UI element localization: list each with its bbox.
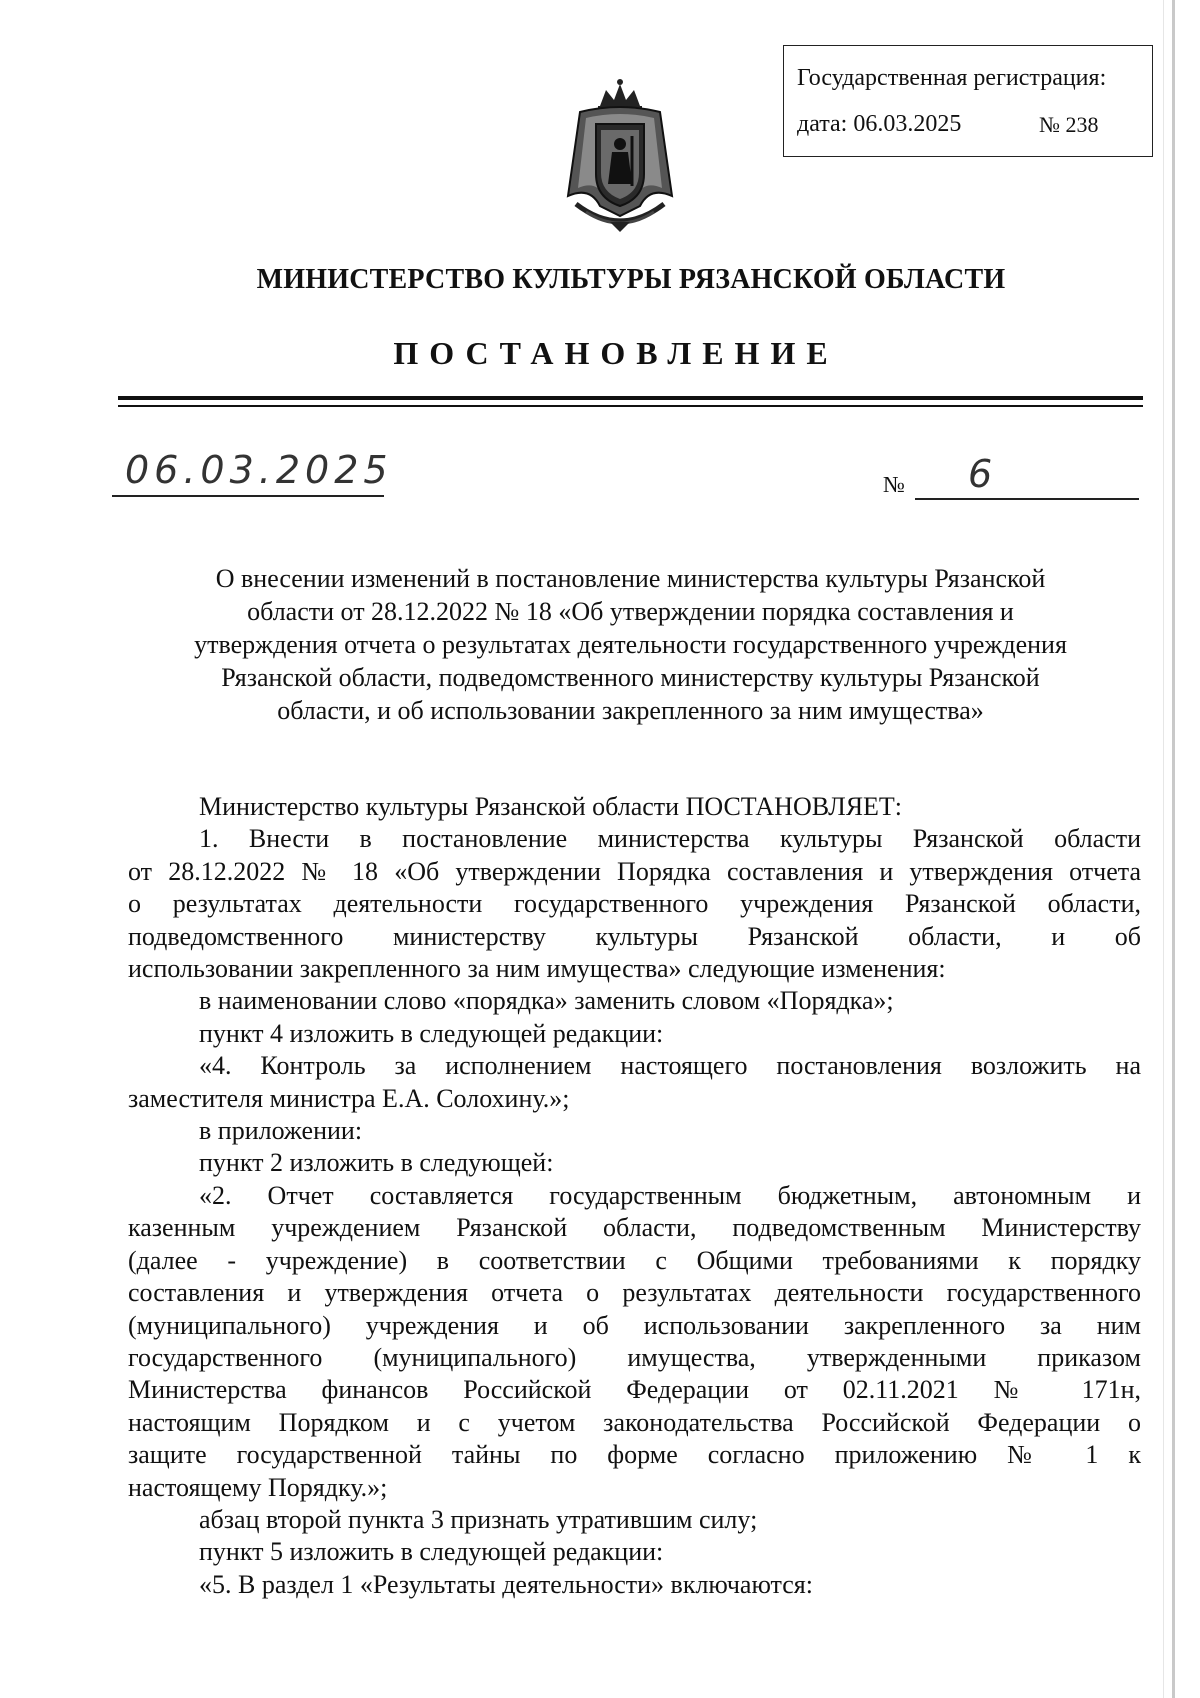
registration-number: № 238 xyxy=(1039,112,1099,137)
handwritten-date: 06.03.2025 xyxy=(125,448,393,492)
paragraph-line: защите государственной тайны по форме согласно приложению № 1 к xyxy=(128,1440,1141,1470)
document-body xyxy=(128,791,1141,1601)
paragraph-resolves: Министерство культуры Рязанской области ПОСТАНОВЛЯЕТ: xyxy=(199,792,903,821)
number-label: № xyxy=(883,472,905,497)
subject-line: О внесении изменений в постановление министерства культуры Рязанской xyxy=(215,564,1046,593)
paragraph-line: государственного (муниципального) имущества, утвержденными приказом xyxy=(128,1342,1141,1372)
registration-date: дата: 06.03.2025 xyxy=(797,111,962,137)
paragraph-appendix: в приложении: xyxy=(199,1116,363,1146)
paragraph-control xyxy=(128,1050,1141,1115)
paragraph-line: заместителя министра Е.А. Солохину.»; xyxy=(128,1083,570,1113)
subject-line: области от 28.12.2022 № 18 «Об утверждении порядка составления и xyxy=(247,597,1014,626)
scan-edge-shadow xyxy=(1163,0,1164,1698)
paragraph-line: (муниципального) учреждения и об использовании закрепленного за ним xyxy=(128,1310,1141,1340)
coat-of-arms-icon xyxy=(540,76,700,236)
header-rule-thick xyxy=(118,396,1143,400)
paragraph-point-2: пункт 2 изложить в следующей: xyxy=(199,1148,554,1178)
paragraph-report xyxy=(128,1180,1141,1504)
paragraph-line: Министерства финансов Российской Федерации от 02.11.2021 № 171н, xyxy=(128,1375,1141,1405)
paragraph-point-3: абзац второй пункта 3 признать утратившим силу; xyxy=(199,1504,758,1534)
header-rule-thin xyxy=(118,405,1143,407)
subject-line: Рязанской области, подведомственного министерству культуры Рязанской xyxy=(221,663,1040,692)
paragraph-section-1: «5. В раздел 1 «Результаты деятельности» включаются: xyxy=(199,1569,813,1599)
paragraph-line: настоящим Порядком и с учетом законодательства Российской Федерации о xyxy=(128,1407,1141,1437)
paragraph-point-4: пункт 4 изложить в следующей редакции: xyxy=(199,1018,664,1048)
subject-line: области, и об использовании закрепленного за ним имущества» xyxy=(277,696,984,725)
paragraph-line: 1. Внести в постановление министерства культуры Рязанской области xyxy=(199,824,1141,854)
paragraph-line: составления и утверждения отчета о результатах деятельности государственного xyxy=(128,1278,1141,1308)
document-type: ПОСТАНОВЛЕНИЕ xyxy=(393,335,839,371)
paragraph-line: «4. Контроль за исполнением настоящего постановления возложить на xyxy=(199,1051,1141,1081)
handwritten-number: 6 xyxy=(968,452,993,496)
ministry-title: МИНИСТЕРСТВО КУЛЬТУРЫ РЯЗАНСКОЙ ОБЛАСТИ xyxy=(256,264,1006,295)
paragraph-item-1 xyxy=(128,823,1141,985)
scan-edge xyxy=(1172,0,1175,1698)
date-underline xyxy=(112,495,384,497)
paragraph-line: о результатах деятельности государственного учреждения Рязанской области, xyxy=(128,889,1141,919)
paragraph-line: (далее - учреждение) в соответствии с Общими требованиями к порядку xyxy=(128,1245,1141,1275)
paragraph-line: использовании закрепленного за ним имущества» следующие изменения: xyxy=(128,954,946,984)
paragraph-line: от 28.12.2022 № 18 «Об утверждении Порядка составления и утверждения отчета xyxy=(128,856,1141,886)
paragraph-line: казенным учреждением Рязанской области, подведомственным Министерству xyxy=(128,1213,1141,1243)
paragraph-line: подведомственного министерству культуры Рязанской области, и об xyxy=(128,921,1141,951)
paragraph-line: «2. Отчет составляется государственным бюджетным, автономным и xyxy=(199,1180,1141,1210)
registration-title: Государственная регистрация: xyxy=(797,65,1107,91)
paragraph-naming: в наименовании слово «порядка» заменить словом «Порядка»; xyxy=(199,986,894,1016)
subject-line: утверждения отчета о результатах деятельности государственного учреждения xyxy=(194,630,1067,659)
paragraph-point-5: пункт 5 изложить в следующей редакции: xyxy=(199,1537,664,1567)
number-underline xyxy=(915,498,1139,500)
registration-stamp-box xyxy=(783,45,1153,157)
paragraph-line: настоящему Порядку.»; xyxy=(128,1472,388,1502)
document-subject xyxy=(118,562,1143,727)
